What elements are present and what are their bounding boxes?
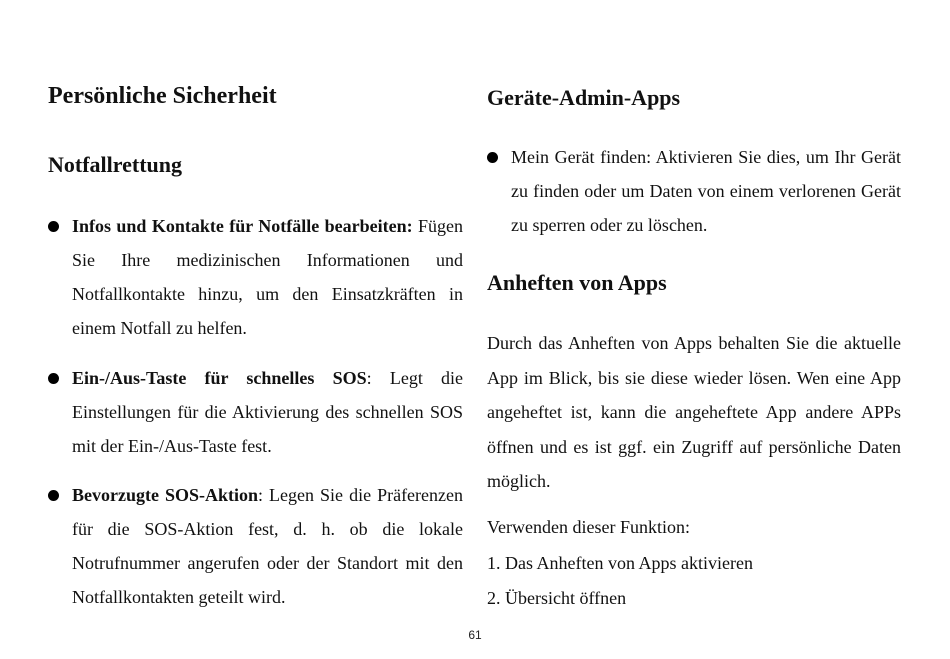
list-item-text: Mein Gerät finden: Aktivieren Sie dies, um Ihr Gerät zu finden oder um Daten von einem verlorenen Gerät zu sperren oder zu löschen. bbox=[511, 147, 901, 235]
page-number: 61 bbox=[468, 628, 482, 642]
step-item: 2. Übersicht öffnen bbox=[487, 588, 627, 608]
list-item bbox=[487, 140, 901, 242]
bullet-icon bbox=[48, 221, 59, 232]
list-item bbox=[48, 361, 463, 463]
list-item-heading: Ein-/Aus-Taste für schnelles SOS bbox=[72, 368, 367, 388]
section-title: Persönliche Sicherheit bbox=[48, 83, 277, 109]
usage-label: Verwenden dieser Funktion: bbox=[487, 517, 690, 537]
step-item: 1. Das Anheften von Apps aktivieren bbox=[487, 553, 753, 573]
list-item-text: : Legt die Einstellungen für die Aktivierung des schnellen SOS mit der Ein-/Aus-Taste fest. bbox=[72, 368, 463, 456]
bullet-icon bbox=[48, 490, 59, 501]
section-title: Geräte-Admin-Apps bbox=[487, 85, 681, 110]
bullet-icon bbox=[48, 373, 59, 384]
body-paragraph: Durch das Anheften von Apps behalten Sie die aktuelle App im Blick, bis sie diese wieder lösen. Wen eine App angeheftet ist, kann die angeheftete App andere APPs öffnen und es ist ggf. ein Zugriff auf persönliche Daten möglich. bbox=[487, 333, 901, 491]
list-item-text: : Legen Sie die Präferenzen für die SOS-Aktion fest, d. h. ob die lokale Notrufnummer angerufen oder der Standort mit den Notfallkontakten geteilt wird. bbox=[72, 485, 464, 607]
list-item-text: Fügen Sie Ihre medizinischen Informationen und Notfallkontakte hinzu, um den Einsatzkräften in einem Notfall zu helfen. bbox=[72, 216, 463, 338]
list-item-heading: Bevorzugte SOS-Aktion bbox=[72, 485, 259, 505]
bullet-icon bbox=[487, 152, 498, 163]
list-item bbox=[48, 209, 463, 345]
list-item-heading: Infos und Kontakte für Notfälle bearbeiten: bbox=[72, 216, 413, 236]
subsection-title: Notfallrettung bbox=[48, 152, 183, 177]
list-item bbox=[48, 478, 463, 614]
subsection-title: Anheften von Apps bbox=[487, 270, 667, 295]
